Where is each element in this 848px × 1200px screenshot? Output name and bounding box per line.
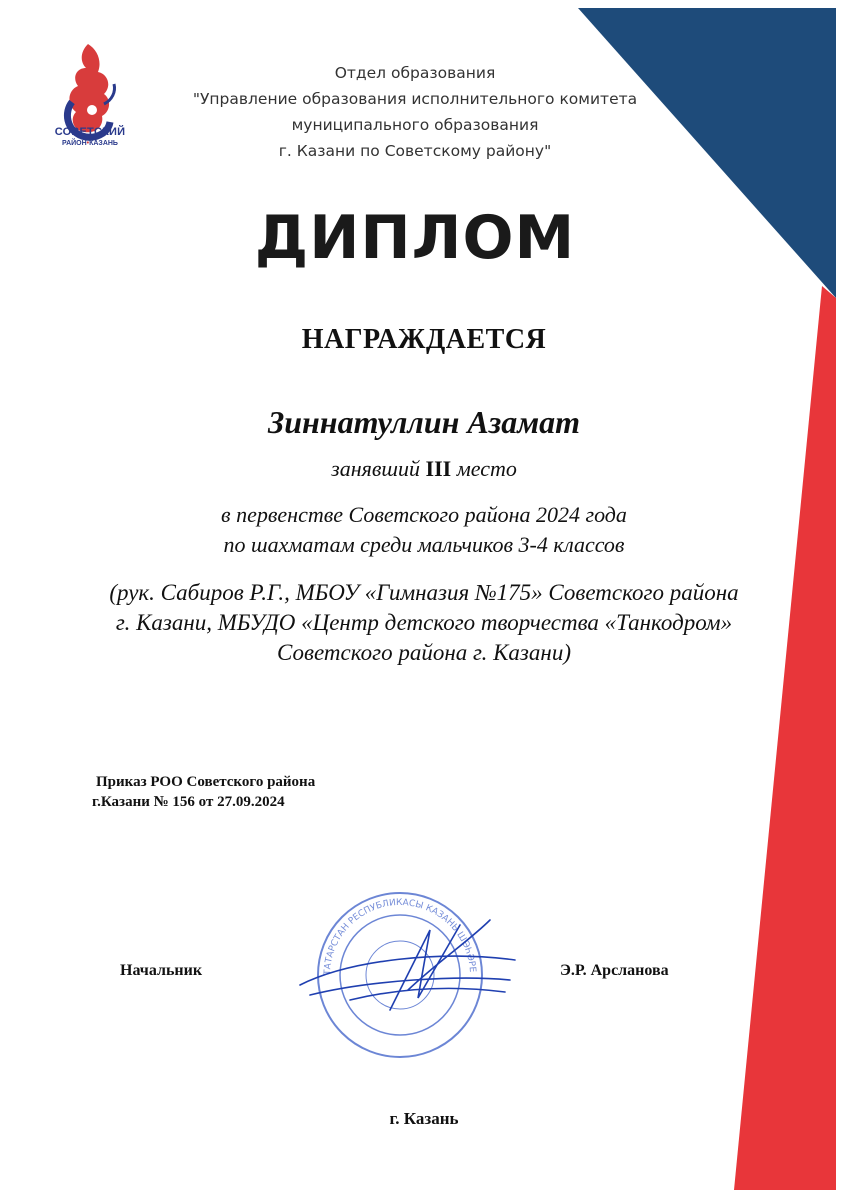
logo-line-1: СОВЕТСКИЙ — [54, 126, 126, 138]
event-description — [0, 500, 848, 560]
order-line-1: Приказ РОО Советского района — [96, 774, 316, 790]
coach-info — [40, 578, 808, 668]
place-prefix: занявший — [331, 456, 421, 481]
order-line-2: г.Казани № 156 от 27.09.2024 — [92, 794, 285, 810]
header-line-3: муниципального образования — [291, 116, 539, 134]
place-number: III — [425, 456, 452, 481]
awarded-heading: НАГРАЖДАЕТСЯ — [301, 324, 547, 355]
recipient-name: Зиннатуллин Азамат — [267, 404, 581, 440]
seal-ring-text: ТАТАРСТАН РЕСПУБЛИКАСЫ КАЗАНЬ ШӘҺӘРЕ — [322, 897, 477, 976]
logo-caption — [50, 126, 130, 150]
header-line-2: "Управление образования исполнительного комитета — [192, 90, 638, 108]
coach-line-3: Советского района г. Казани) — [277, 640, 571, 665]
place-line — [0, 454, 848, 484]
official-seal-icon — [290, 880, 520, 1070]
signatory-role: Начальник — [120, 962, 203, 979]
event-line-1: в первенстве Советского района 2024 года — [221, 502, 627, 527]
header-line-4: г. Казани по Советскому району" — [278, 142, 552, 160]
coach-line-1: (рук. Сабиров Р.Г., МБОУ «Гимназия №175» Советского района — [109, 580, 739, 605]
coach-line-2: г. Казани, МБУДО «Центр детского творчества «Танкодром» — [115, 610, 733, 635]
header-line-1: Отдел образования — [334, 64, 496, 82]
issuer-header — [150, 60, 680, 164]
logo-line-2: РАЙОН•КАЗАНЬ — [62, 140, 118, 147]
signatory-name: Э.Р. Арсланова — [560, 962, 669, 979]
diploma-title: ДИПЛОМ — [254, 203, 576, 273]
city-footer: г. Казань — [389, 1109, 459, 1128]
order-reference — [92, 772, 316, 812]
event-line-2: по шахматам среди мальчиков 3-4 классов — [223, 532, 625, 557]
place-suffix: место — [456, 456, 517, 481]
